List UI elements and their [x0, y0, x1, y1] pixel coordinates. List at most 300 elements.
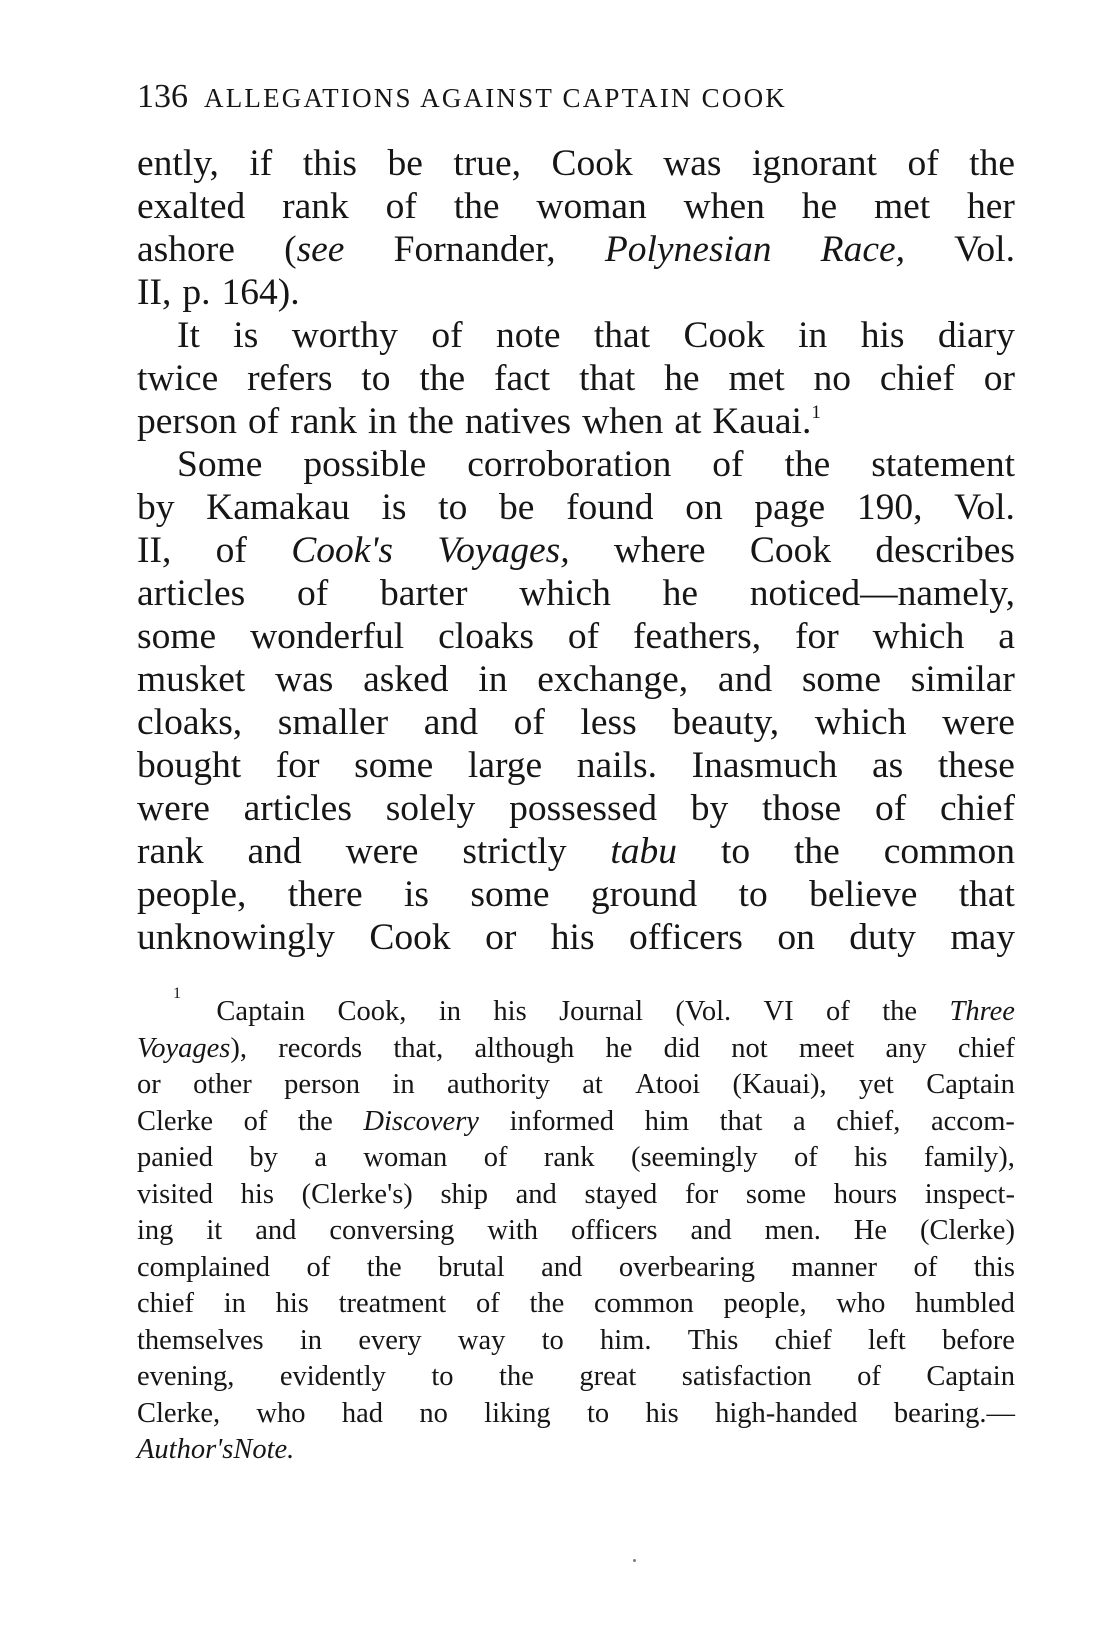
word: by [690, 788, 729, 829]
word: Kamakau [206, 487, 350, 528]
word: accom- [931, 1105, 1015, 1137]
word: overbearing [618, 1251, 755, 1283]
word: of [483, 1142, 508, 1173]
word: at [582, 1069, 603, 1100]
word: possible [303, 444, 427, 485]
word: is [381, 487, 407, 528]
word: true, [453, 143, 521, 184]
word: was [663, 143, 722, 184]
word: when [683, 186, 765, 227]
word: solely [385, 788, 476, 829]
word: 164). [221, 272, 300, 313]
word: Captain [216, 996, 306, 1027]
word: high-handed [715, 1397, 858, 1429]
word: II, [137, 272, 172, 313]
word: Journal [559, 996, 643, 1027]
word: did [663, 1032, 701, 1064]
footnote-line [137, 1213, 1015, 1250]
word: of [907, 143, 939, 184]
word-part: ), [230, 1032, 248, 1064]
word: is [233, 315, 259, 356]
word: met [873, 186, 931, 227]
word: brutal [438, 1251, 505, 1283]
word: who [836, 1288, 886, 1319]
word: Cook, [337, 996, 407, 1027]
word: ignorant [752, 143, 877, 184]
word: he [605, 1032, 633, 1064]
word [712, 400, 820, 443]
word: liking [484, 1397, 551, 1429]
word: chief [774, 1324, 832, 1356]
word: Captain [926, 1361, 1015, 1392]
running-header [137, 76, 997, 118]
word: informed [509, 1105, 615, 1137]
word: him. [600, 1324, 652, 1356]
word: before [942, 1324, 1015, 1356]
word: ashore [137, 229, 235, 270]
text-line [137, 787, 1015, 830]
footnote-line [137, 1323, 1015, 1360]
word: of [475, 1288, 500, 1319]
word: was [275, 659, 334, 700]
word: VI [763, 996, 794, 1027]
running-title: ALLEGATIONS AGAINST CAPTAIN COOK [204, 83, 787, 113]
word: complained [137, 1251, 270, 1283]
word: Cook [683, 315, 765, 356]
word: that [958, 874, 1015, 915]
word: p. [182, 272, 211, 313]
word: strictly [462, 831, 567, 872]
footnote-line [137, 1286, 1015, 1323]
word: his [240, 1178, 274, 1210]
word: his [860, 315, 905, 356]
word: a [998, 616, 1015, 657]
word: describes [875, 530, 1015, 571]
word: that [719, 1105, 763, 1137]
word: which [519, 573, 611, 614]
word: left [867, 1324, 906, 1356]
text-line [137, 658, 1015, 701]
word: ground [590, 874, 698, 915]
text-line [137, 744, 1015, 787]
word [821, 228, 905, 271]
footnote-line [137, 1396, 1015, 1433]
italic-text: Discovery [363, 1105, 479, 1137]
word: hours [833, 1178, 898, 1210]
footnote-marker: 1 [173, 985, 181, 1002]
text-line [137, 830, 1015, 873]
text-line [137, 529, 1015, 572]
word: for [795, 616, 839, 657]
word: rank [137, 831, 204, 872]
word: people, [723, 1288, 807, 1319]
word: by [137, 487, 175, 528]
footnote-reference: 1 [811, 402, 821, 423]
word: of [913, 1251, 938, 1283]
word: fact [494, 358, 551, 399]
word: records [278, 1032, 363, 1064]
word: (Clerke) [920, 1215, 1015, 1246]
italic-text: Voyages, [437, 530, 570, 571]
word: him [644, 1105, 690, 1137]
word: other [193, 1069, 252, 1100]
word: his [854, 1142, 888, 1173]
word: Clerke, [137, 1397, 221, 1429]
word: exalted [137, 186, 246, 227]
italic-text: see [296, 229, 345, 270]
word: by [249, 1142, 278, 1173]
word: some [354, 745, 434, 786]
word: every [358, 1324, 422, 1356]
word: 190, [856, 487, 923, 528]
word [363, 1104, 479, 1141]
word: were [345, 831, 419, 872]
word: natives [464, 401, 572, 442]
word: this [973, 1251, 1015, 1283]
word: This [687, 1324, 739, 1356]
scan-speck [633, 1559, 636, 1562]
word: of [513, 702, 545, 743]
text-line [137, 314, 1015, 357]
word: chief [957, 1032, 1015, 1064]
word: of [826, 996, 850, 1027]
text-line [137, 701, 1015, 744]
word: rank [290, 401, 357, 442]
word: person [137, 401, 237, 442]
text-line [137, 185, 1015, 228]
word: twice [137, 358, 219, 399]
word [284, 228, 344, 271]
word: which [814, 702, 907, 743]
word: these [937, 745, 1015, 786]
text-line [137, 228, 1015, 271]
word: that, [393, 1032, 444, 1064]
word: were [137, 788, 210, 829]
word: were [942, 702, 1015, 743]
word: and [423, 702, 478, 743]
word: the [882, 996, 918, 1027]
word: of [385, 186, 417, 227]
word: rank [543, 1142, 595, 1173]
footnote-line [137, 985, 1015, 1031]
word [949, 994, 1014, 1031]
word: of [306, 1251, 331, 1283]
word: he [664, 358, 700, 399]
word: panied [137, 1142, 213, 1173]
word: It [177, 315, 200, 356]
word: Cook [749, 530, 832, 571]
word: officers [629, 917, 743, 958]
footnote-line [137, 1432, 1015, 1469]
word: common [594, 1288, 694, 1319]
word: in [223, 1288, 246, 1319]
page-number: 136 [137, 78, 188, 115]
word: woman [363, 1142, 448, 1173]
word: note [495, 315, 561, 356]
word: (Clerke's) [301, 1178, 413, 1210]
word: articles [243, 788, 352, 829]
word: stayed [584, 1178, 658, 1210]
word: visited [137, 1178, 213, 1210]
word: the [366, 1251, 402, 1283]
word: the [453, 186, 500, 227]
word: a [793, 1105, 806, 1137]
word: as [872, 745, 904, 786]
word: the [969, 143, 1015, 184]
word: believe [809, 874, 918, 915]
word: to [438, 487, 468, 528]
word: on [777, 917, 815, 958]
word: chief [940, 788, 1015, 829]
word: for [684, 1178, 719, 1210]
word: articles [137, 573, 246, 614]
word: of [247, 401, 280, 442]
word: some [137, 616, 217, 657]
word: met [728, 358, 785, 399]
word: humbled [915, 1288, 1015, 1319]
word: the [297, 1105, 333, 1137]
word: of [215, 530, 247, 571]
word: Inasmuch [691, 745, 838, 786]
footnote [137, 985, 1015, 1469]
word: themselves [137, 1324, 264, 1356]
word: similar [910, 659, 1015, 700]
word: manner [791, 1251, 877, 1283]
word [437, 529, 569, 572]
word: of [297, 573, 329, 614]
italic-text: Voyages [137, 1032, 231, 1064]
word: which [872, 616, 965, 657]
text-line [137, 873, 1015, 916]
word: nails. [576, 745, 657, 786]
word: may [950, 917, 1015, 958]
word: of [794, 1142, 818, 1173]
word: duty [849, 917, 916, 958]
word: some [801, 659, 881, 700]
word: rank [282, 186, 349, 227]
word: in [392, 1069, 415, 1100]
word: and [717, 659, 773, 700]
italic-text: Race, [820, 229, 905, 270]
word: some [745, 1178, 807, 1210]
word: ently, [137, 143, 219, 184]
text-line [137, 357, 1015, 400]
italic-text: tabu [610, 831, 678, 872]
text-line [137, 271, 1015, 314]
footnote-line [137, 1104, 1015, 1141]
word: who [256, 1397, 306, 1429]
italic-text: Author's [137, 1434, 234, 1465]
text-line [137, 443, 1015, 486]
word: the [419, 358, 466, 399]
word: unknowingly [137, 917, 335, 958]
word: yet [859, 1069, 894, 1100]
text-line [137, 572, 1015, 615]
word: asked [363, 659, 449, 700]
word: although [474, 1032, 575, 1064]
word: on [685, 487, 723, 528]
word: Vol. [954, 229, 1015, 270]
word: possessed [509, 788, 657, 829]
word: his [550, 917, 595, 958]
word: not [731, 1032, 768, 1064]
word [605, 228, 772, 271]
word: he [662, 573, 699, 614]
word [291, 529, 393, 572]
word: be [499, 487, 535, 528]
word: his [645, 1397, 679, 1429]
footnote-line [137, 1177, 1015, 1214]
word: with [487, 1215, 539, 1246]
word: for [275, 745, 320, 786]
word: Vol. [954, 487, 1015, 528]
word: his [275, 1288, 309, 1319]
italic-text: Note. [233, 1434, 295, 1465]
word: to [587, 1397, 610, 1429]
word: had [341, 1397, 383, 1429]
word: large [467, 745, 543, 786]
word: (Kauai), [732, 1069, 827, 1100]
word [137, 1031, 247, 1068]
word: less [580, 702, 637, 743]
word: to [720, 831, 751, 872]
word: bearing.— [893, 1397, 1015, 1429]
word: treatment [338, 1288, 447, 1319]
word: to [541, 1324, 564, 1356]
text-line [137, 142, 1015, 185]
word: no [419, 1397, 448, 1429]
word: if [249, 143, 273, 184]
word: the [529, 1288, 565, 1319]
word: any [885, 1032, 927, 1064]
word: satisfaction [681, 1361, 812, 1392]
word: ing [137, 1215, 174, 1246]
word: there [287, 874, 363, 915]
word: chief [879, 358, 955, 399]
word: to [431, 1361, 454, 1392]
word: evening, [137, 1361, 235, 1392]
word: noticed—namely, [749, 573, 1015, 614]
word: Cook [369, 917, 451, 958]
word: He [853, 1215, 888, 1246]
word: chief [137, 1288, 194, 1319]
word: of [243, 1105, 268, 1137]
italic-text: Three [949, 996, 1015, 1027]
footnote-line [137, 1140, 1015, 1177]
word: ship [440, 1178, 488, 1210]
word: evidently [279, 1361, 386, 1392]
word: chief, [836, 1105, 901, 1137]
word: to [738, 874, 768, 915]
word: diary [937, 315, 1015, 356]
footnote-line [137, 1359, 1015, 1396]
text-line [137, 486, 1015, 529]
word: found [566, 487, 654, 528]
word: musket [137, 659, 246, 700]
word: great [579, 1361, 637, 1392]
word: statement [871, 444, 1015, 485]
word: in [438, 996, 461, 1027]
word: cloaks [438, 616, 534, 657]
word: (Vol. [675, 996, 732, 1027]
word: page [754, 487, 826, 528]
word: when [582, 401, 664, 442]
word: worthy [291, 315, 398, 356]
word: men. [764, 1215, 821, 1246]
footnote-line [137, 1031, 1015, 1068]
word: beauty, [672, 702, 780, 743]
word: or [983, 358, 1015, 399]
text-line [137, 615, 1015, 658]
word: of [431, 315, 463, 356]
word: Fornander, [393, 229, 556, 270]
word-part: ( [284, 229, 297, 270]
word: family), [923, 1142, 1015, 1173]
word: in [798, 315, 828, 356]
word: in [299, 1324, 323, 1356]
word: in [367, 401, 398, 442]
word: where [613, 530, 706, 571]
word: of [857, 1361, 881, 1392]
word: no [813, 358, 852, 399]
word: her [967, 186, 1015, 227]
word: barter [380, 573, 468, 614]
word: of [875, 788, 907, 829]
word: common [883, 831, 1015, 872]
word: of [567, 616, 600, 657]
word: cloaks, [137, 702, 243, 743]
word: or [485, 917, 517, 958]
body-text [137, 142, 1015, 959]
word: this [302, 143, 357, 184]
word: the [499, 1361, 534, 1392]
word: and [690, 1215, 732, 1246]
word: and [541, 1251, 583, 1283]
word: conversing [329, 1215, 455, 1246]
word: be [387, 143, 423, 184]
word: smaller [277, 702, 389, 743]
word: wonderful [250, 616, 405, 657]
word-part: Kauai. [712, 401, 812, 442]
word: and [515, 1178, 557, 1210]
word: in [478, 659, 508, 700]
word: inspect- [924, 1178, 1015, 1210]
word [137, 1432, 233, 1469]
word: way [457, 1324, 506, 1356]
word: refers [247, 358, 333, 399]
word: those [762, 788, 842, 829]
word: meet [798, 1032, 855, 1064]
word: to [361, 358, 391, 399]
word: or [137, 1069, 161, 1100]
word: some [470, 874, 550, 915]
word: bought [137, 745, 242, 786]
word: corroboration [467, 444, 672, 485]
footnote-line [137, 1250, 1015, 1287]
word: people, [137, 874, 247, 915]
word: Captain [926, 1069, 1015, 1100]
word: the [784, 444, 831, 485]
word: it [206, 1215, 223, 1246]
word: Atooi [635, 1069, 701, 1100]
word [233, 1432, 294, 1469]
word: Clerke [137, 1105, 213, 1137]
word: that [579, 358, 636, 399]
italic-text: Polynesian [604, 229, 772, 270]
word: woman [536, 186, 647, 227]
italic-text: Cook's [291, 530, 394, 571]
word: a [314, 1142, 327, 1173]
